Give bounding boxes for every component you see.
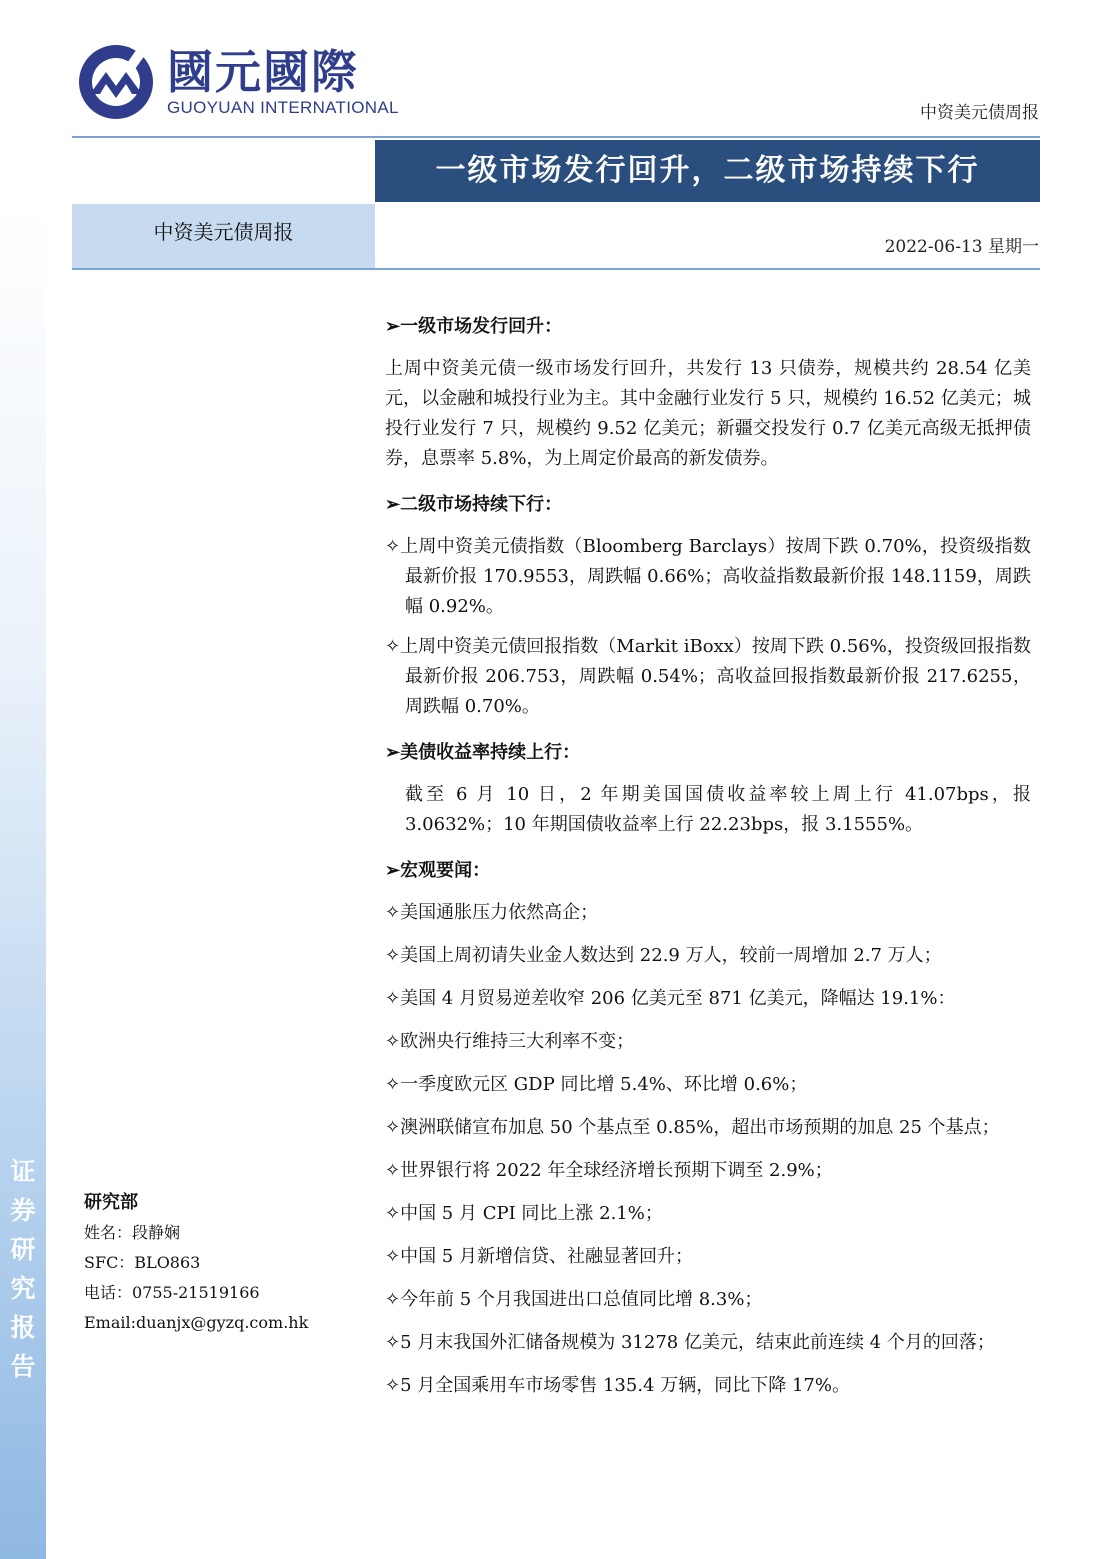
sidebar-char: 究	[10, 1274, 36, 1303]
report-date: 2022-06-13 星期一	[884, 237, 1039, 257]
section-heading-treasury-yield: ➢美债收益率持续上行：	[385, 742, 581, 763]
report-body	[385, 300, 1031, 1414]
guoyuan-logo-icon	[76, 42, 156, 122]
macro-news-item: ✧欧洲央行维持三大利率不变；	[385, 1031, 635, 1052]
section-heading-macro-news: ➢宏观要闻：	[385, 860, 491, 881]
report-category-box: 中资美元债周报	[72, 204, 375, 268]
section-heading-primary-market: ➢一级市场发行回升：	[385, 316, 563, 337]
macro-news-item: ✧今年前 5 个月我国进出口总值同比增 8.3%；	[385, 1289, 763, 1310]
brand-name-chinese: 國元國際	[167, 45, 359, 99]
report-title: 一级市场发行回升，二级市场持续下行	[375, 140, 1040, 202]
author-phone: 电话：0755-21519166	[84, 1283, 260, 1302]
macro-news-item: ✧世界银行将 2022 年全球经济增长预期下调至 2.9%；	[385, 1160, 833, 1181]
author-block	[84, 1188, 364, 1338]
author-name: 姓名：段静娴	[84, 1223, 181, 1242]
macro-news-item: ✧美国上周初请失业金人数达到 22.9 万人，较前一周增加 2.7 万人；	[385, 945, 942, 966]
primary-market-paragraph: 上周中资美元债一级市场发行回升，共发行 13 只债券，规模共约 28.54 亿美元，以金融和城投行业为主。其中金融行业发行 5 只，规模约 16.52 亿美元；城投行业发行 7 只，规模约 9.52 亿美元；新疆交投发行 0.7 亿美元高级无抵押债券，息票率 5.8%，为上周定价最高的新发债券。	[385, 358, 1031, 469]
macro-news-item: ✧澳洲联储宣布加息 50 个基点至 0.85%，超出市场预期的加息 25 个基点；	[385, 1117, 1000, 1138]
report-type-header: 中资美元债周报	[920, 103, 1039, 123]
macro-news-item: ✧美国 4 月贸易逆差收窄 206 亿美元至 871 亿美元，降幅达 19.1%：	[385, 988, 956, 1009]
macro-news-item: ✧5 月全国乘用车市场零售 135.4 万辆，同比下降 17%。	[385, 1375, 850, 1396]
sidebar-char: 券	[10, 1196, 36, 1225]
subheader-rule	[72, 268, 1040, 270]
sidebar-char: 告	[10, 1352, 36, 1381]
author-department: 研究部	[84, 1192, 138, 1213]
treasury-yield-paragraph: 截至 6 月 10 日，2 年期美国国债收益率较上周上行 41.07bps，报 3.0632%；10 年期国债收益率上行 22.23bps，报 3.1555%。	[405, 784, 1031, 835]
sidebar-char: 研	[10, 1235, 36, 1264]
section-heading-secondary-market: ➢二级市场持续下行：	[385, 494, 563, 515]
bullet-iboxx-index: ✧上周中资美元债回报指数（Markit iBoxx）按周下跌 0.56%，投资级回报指数最新价报 206.753，周跌幅 0.54%；高收益回报指数最新价报 217.6255，周跌幅 0.70%。	[385, 636, 1031, 717]
brand-name-english: GUOYUAN INTERNATIONAL	[167, 98, 399, 117]
macro-news-item: ✧中国 5 月 CPI 同比上涨 2.1%；	[385, 1203, 663, 1224]
header-rule	[72, 136, 1040, 138]
bullet-bloomberg-index: ✧上周中资美元债指数（Bloomberg Barclays）按周下跌 0.70%，投资级指数最新价报 170.9553，周跌幅 0.66%；高收益指数最新价报 148.1159，周跌幅 0.92%。	[385, 536, 1031, 617]
author-sfc: SFC：BLO863	[84, 1253, 201, 1272]
sidebar-vertical-label	[4, 1152, 42, 1386]
macro-news-item: ✧中国 5 月新增信贷、社融显著回升；	[385, 1246, 693, 1267]
sidebar-char: 证	[10, 1157, 36, 1186]
macro-news-item: ✧5 月末我国外汇储备规模为 31278 亿美元，结束此前连续 4 个月的回落；	[385, 1332, 995, 1353]
macro-news-item: ✧美国通胀压力依然高企；	[385, 902, 599, 923]
sidebar-char: 报	[10, 1313, 36, 1342]
author-email: Email:duanjx@gyzq.com.hk	[84, 1313, 309, 1332]
macro-news-item: ✧一季度欧元区 GDP 同比增 5.4%、环比增 0.6%；	[385, 1074, 808, 1095]
